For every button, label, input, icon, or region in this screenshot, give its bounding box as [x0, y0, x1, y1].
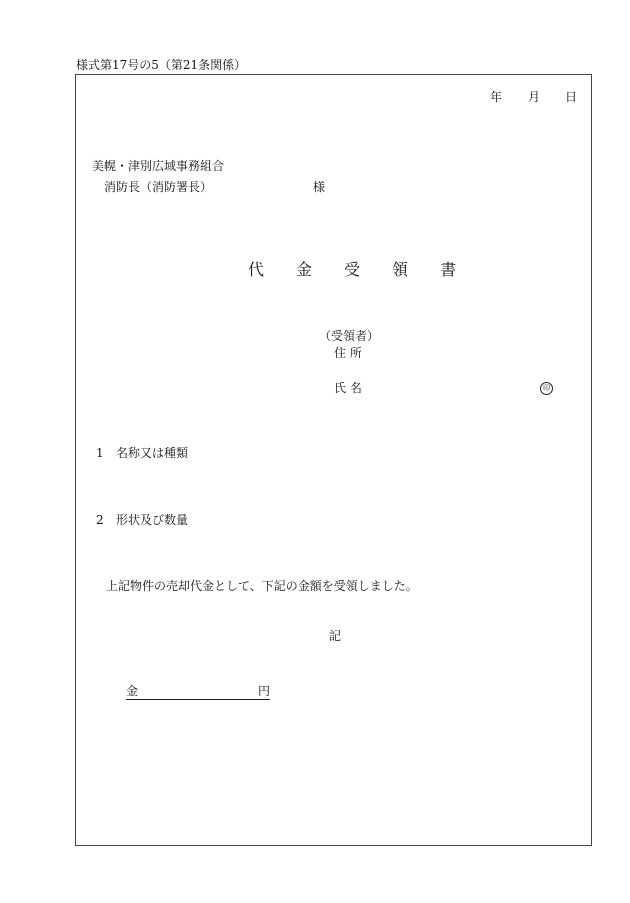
addressee-honorific: 様	[313, 180, 326, 194]
item-name-or-type	[96, 447, 188, 459]
receiver-address-label: 住 所	[334, 346, 362, 360]
item-label: 名称又は種類	[116, 446, 189, 460]
title-char: 受	[344, 260, 361, 279]
addressee-organization: 美幌・津別広域事務組合	[92, 159, 225, 173]
date-year-label: 年	[490, 90, 503, 104]
seal-mark: 印	[540, 382, 553, 395]
title-char: 金	[296, 260, 313, 279]
document-title	[248, 262, 456, 278]
amount-unit: 円	[257, 684, 270, 698]
receipt-statement: 上記物件の売却代金として、下記の金額を受領しました。	[106, 579, 418, 593]
ki-heading: 記	[329, 629, 342, 643]
item-shape-and-quantity	[96, 514, 188, 526]
receiver-label: （受領者）	[319, 329, 380, 343]
amount-line	[126, 685, 270, 700]
date-month-label: 月	[528, 90, 541, 104]
item-label: 形状及び数量	[116, 513, 189, 527]
receiver-name-label: 氏 名	[334, 381, 362, 395]
amount-prefix: 金	[126, 684, 139, 698]
item-number: 1	[96, 446, 104, 460]
form-number: 様式第17号の5（第21条関係）	[76, 58, 247, 72]
title-char: 書	[440, 260, 457, 279]
title-char: 代	[248, 260, 265, 279]
date-day-label: 日	[565, 90, 578, 104]
title-char: 領	[392, 260, 409, 279]
item-number: 2	[96, 513, 104, 527]
addressee-title: 消防長（消防署長）	[104, 180, 213, 194]
